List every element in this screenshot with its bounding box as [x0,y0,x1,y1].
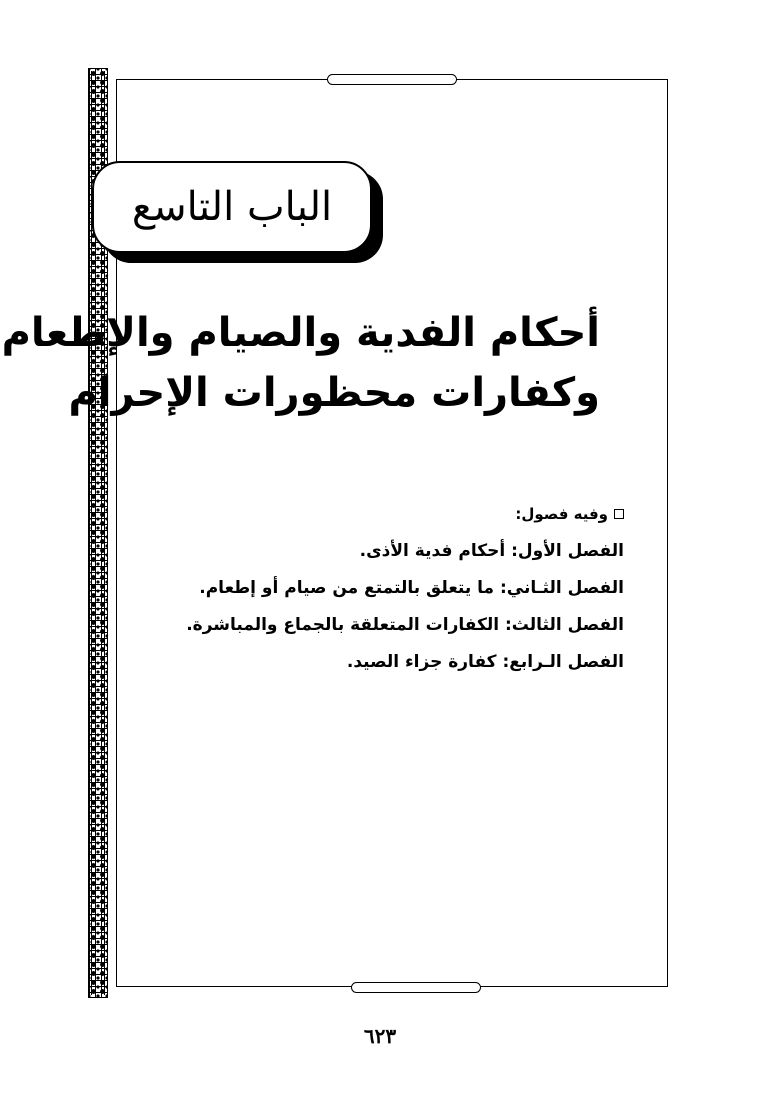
section-item: الفصل الـرابع: كفارة جزاء الصيد. [346,652,624,672]
section-list [164,533,624,681]
chapter-label: الباب التاسع [131,184,333,230]
section-item: الفصل الثـاني: ما يتعلق بالتمتع من صيام أو إطعام. [199,578,624,598]
square-bullet-icon [614,509,624,519]
contents-intro-text: وفيه فصول: [515,505,608,523]
main-title-line-1: أحكام الفدية والصيام والإطعام [1,310,600,356]
page-number: ٦٢٣ [363,1024,397,1048]
section-item: الفصل الثالث: الكفارات المتعلقة بالجماع والمباشرة. [186,615,624,635]
chapter-contents [164,505,624,681]
frame-top-tab [327,74,457,85]
section-item: الفصل الأول: أحكام فدية الأذى. [359,541,624,561]
frame-bottom-tab [351,982,481,993]
main-title-line-2: وكفارات محظورات الإحرام [68,370,600,416]
contents-intro [164,505,624,523]
